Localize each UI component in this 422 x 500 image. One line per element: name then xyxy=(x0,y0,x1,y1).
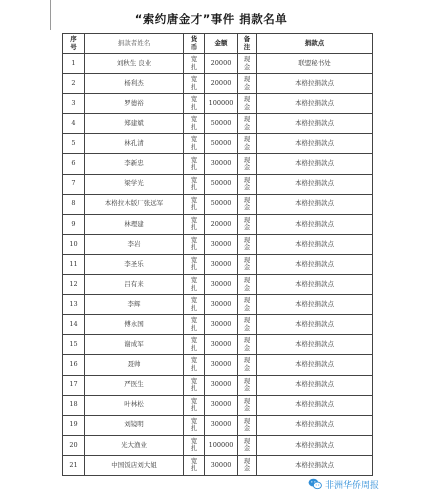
cell-donor: 光大渔业 xyxy=(85,435,184,455)
cell-remark: 现金 xyxy=(238,355,257,375)
donation-table xyxy=(62,33,373,476)
cell-location: 本格拉捐款点 xyxy=(257,455,373,475)
cell-location: 本格拉捐款点 xyxy=(257,254,373,274)
cell-index: 6 xyxy=(63,154,85,174)
table-row xyxy=(63,154,373,174)
cell-location: 本格拉捐款点 xyxy=(257,134,373,154)
cell-remark: 现金 xyxy=(238,54,257,74)
cell-remark: 现金 xyxy=(238,375,257,395)
cell-donor: 林理建 xyxy=(85,214,184,234)
cell-remark: 现金 xyxy=(238,455,257,475)
cell-donor: 林孔清 xyxy=(85,134,184,154)
table-row xyxy=(63,355,373,375)
cell-index: 14 xyxy=(63,315,85,335)
cell-currency: 宽扎 xyxy=(184,234,205,254)
header-donor: 捐款者姓名 xyxy=(85,34,184,54)
table-row xyxy=(63,54,373,74)
cell-index: 18 xyxy=(63,395,85,415)
cell-location: 本格拉捐款点 xyxy=(257,234,373,254)
header-location: 捐款点 xyxy=(257,34,373,54)
cell-donor: 李岩 xyxy=(85,234,184,254)
cell-location: 本格拉捐款点 xyxy=(257,94,373,114)
cell-index: 12 xyxy=(63,275,85,295)
cell-location: 本格拉捐款点 xyxy=(257,214,373,234)
cell-amount: 50000 xyxy=(205,134,238,154)
wechat-official-account-icon xyxy=(308,478,322,490)
cell-amount: 100000 xyxy=(205,435,238,455)
cell-currency: 宽扎 xyxy=(184,254,205,274)
cell-amount: 50000 xyxy=(205,114,238,134)
table-row xyxy=(63,254,373,274)
cell-index: 19 xyxy=(63,415,85,435)
cell-amount: 30000 xyxy=(205,375,238,395)
table-row xyxy=(63,435,373,455)
table-row xyxy=(63,295,373,315)
cell-remark: 现金 xyxy=(238,74,257,94)
header-index: 序号 xyxy=(63,34,85,54)
cell-remark: 现金 xyxy=(238,154,257,174)
cell-currency: 宽扎 xyxy=(184,174,205,194)
cell-location: 本格拉捐款点 xyxy=(257,194,373,214)
table-row xyxy=(63,315,373,335)
cell-location: 本格拉捐款点 xyxy=(257,315,373,335)
cell-index: 7 xyxy=(63,174,85,194)
cell-donor: 中国饭店刘大姐 xyxy=(85,455,184,475)
cell-donor: 李圣乐 xyxy=(85,254,184,274)
cell-donor: 刘秋生 良业 xyxy=(85,54,184,74)
cell-remark: 现金 xyxy=(238,275,257,295)
table-row xyxy=(63,335,373,355)
cell-location: 本格拉捐款点 xyxy=(257,335,373,355)
table-row xyxy=(63,415,373,435)
table-row xyxy=(63,375,373,395)
cell-remark: 现金 xyxy=(238,315,257,335)
cell-donor: 聂帅 xyxy=(85,355,184,375)
cell-currency: 宽扎 xyxy=(184,375,205,395)
cell-index: 4 xyxy=(63,114,85,134)
cell-remark: 现金 xyxy=(238,114,257,134)
cell-donor: 梁学光 xyxy=(85,174,184,194)
cell-amount: 20000 xyxy=(205,54,238,74)
table-row xyxy=(63,174,373,194)
cell-currency: 宽扎 xyxy=(184,214,205,234)
table-row xyxy=(63,275,373,295)
cell-donor: 谢成军 xyxy=(85,335,184,355)
cell-currency: 宽扎 xyxy=(184,54,205,74)
cell-remark: 现金 xyxy=(238,94,257,114)
cell-location: 本格拉捐款点 xyxy=(257,435,373,455)
cell-donor: 本格拉木版厂张远军 xyxy=(85,194,184,214)
cell-index: 13 xyxy=(63,295,85,315)
cell-amount: 30000 xyxy=(205,234,238,254)
cell-location: 本格拉捐款点 xyxy=(257,415,373,435)
cell-remark: 现金 xyxy=(238,174,257,194)
cell-currency: 宽扎 xyxy=(184,275,205,295)
table-row xyxy=(63,114,373,134)
cell-location: 本格拉捐款点 xyxy=(257,174,373,194)
cell-index: 10 xyxy=(63,234,85,254)
cell-location: 本格拉捐款点 xyxy=(257,74,373,94)
donation-rows xyxy=(63,54,373,476)
cell-currency: 宽扎 xyxy=(184,154,205,174)
cell-currency: 宽扎 xyxy=(184,435,205,455)
cell-index: 5 xyxy=(63,134,85,154)
cell-index: 9 xyxy=(63,214,85,234)
cell-remark: 现金 xyxy=(238,134,257,154)
cell-remark: 现金 xyxy=(238,295,257,315)
cell-amount: 50000 xyxy=(205,194,238,214)
cell-index: 3 xyxy=(63,94,85,114)
cell-amount: 30000 xyxy=(205,315,238,335)
table-row xyxy=(63,194,373,214)
cell-currency: 宽扎 xyxy=(184,194,205,214)
cell-location: 本格拉捐款点 xyxy=(257,375,373,395)
cell-remark: 现金 xyxy=(238,415,257,435)
table-row xyxy=(63,214,373,234)
cell-donor: 傅永国 xyxy=(85,315,184,335)
header-amount: 金额 xyxy=(205,34,238,54)
header-remark: 备注 xyxy=(238,34,257,54)
cell-amount: 30000 xyxy=(205,415,238,435)
cell-currency: 宽扎 xyxy=(184,295,205,315)
cell-donor: 吕有来 xyxy=(85,275,184,295)
cell-amount: 30000 xyxy=(205,295,238,315)
cell-amount: 30000 xyxy=(205,254,238,274)
cell-index: 17 xyxy=(63,375,85,395)
cell-amount: 30000 xyxy=(205,154,238,174)
cell-index: 15 xyxy=(63,335,85,355)
cell-index: 16 xyxy=(63,355,85,375)
cell-location: 本格拉捐款点 xyxy=(257,295,373,315)
cell-currency: 宽扎 xyxy=(184,395,205,415)
cell-amount: 100000 xyxy=(205,94,238,114)
cell-index: 8 xyxy=(63,194,85,214)
document-title: “索约唐金才”事件 捐款名单 xyxy=(134,12,288,26)
cell-amount: 30000 xyxy=(205,395,238,415)
cell-remark: 现金 xyxy=(238,435,257,455)
cell-remark: 现金 xyxy=(238,234,257,254)
cell-index: 20 xyxy=(63,435,85,455)
table-row xyxy=(63,395,373,415)
cell-location: 本格拉捐款点 xyxy=(257,154,373,174)
cell-currency: 宽扎 xyxy=(184,315,205,335)
cell-index: 2 xyxy=(63,74,85,94)
cell-donor: 严医生 xyxy=(85,375,184,395)
cell-donor: 叶林松 xyxy=(85,395,184,415)
cell-amount: 30000 xyxy=(205,355,238,375)
cell-remark: 现金 xyxy=(238,335,257,355)
table-row xyxy=(63,455,373,475)
cell-remark: 现金 xyxy=(238,194,257,214)
cell-remark: 现金 xyxy=(238,395,257,415)
cell-amount: 30000 xyxy=(205,335,238,355)
cell-location: 本格拉捐款点 xyxy=(257,114,373,134)
cell-location: 本格拉捐款点 xyxy=(257,395,373,415)
cell-currency: 宽扎 xyxy=(184,114,205,134)
cell-currency: 宽扎 xyxy=(184,134,205,154)
cell-index: 11 xyxy=(63,254,85,274)
cell-index: 21 xyxy=(63,455,85,475)
cell-amount: 30000 xyxy=(205,275,238,295)
table-row xyxy=(63,94,373,114)
cell-currency: 宽扎 xyxy=(184,74,205,94)
cell-index: 1 xyxy=(63,54,85,74)
table-header-row xyxy=(63,34,373,54)
cell-donor: 李辉 xyxy=(85,295,184,315)
cell-amount: 20000 xyxy=(205,214,238,234)
cell-donor: 刘镜明 xyxy=(85,415,184,435)
cell-location: 联盟秘书处 xyxy=(257,54,373,74)
cell-remark: 现金 xyxy=(238,254,257,274)
table-row xyxy=(63,134,373,154)
cell-currency: 宽扎 xyxy=(184,335,205,355)
cell-amount: 50000 xyxy=(205,174,238,194)
cell-donor: 郑建斌 xyxy=(85,114,184,134)
watermark-text: 非洲华侨周报 xyxy=(325,480,380,491)
header-currency: 货币 xyxy=(184,34,205,54)
cell-currency: 宽扎 xyxy=(184,455,205,475)
cell-donor: 杨利杰 xyxy=(85,74,184,94)
cell-remark: 现金 xyxy=(238,214,257,234)
cell-currency: 宽扎 xyxy=(184,355,205,375)
table-row xyxy=(63,234,373,254)
cell-amount: 20000 xyxy=(205,74,238,94)
cell-currency: 宽扎 xyxy=(184,415,205,435)
cell-donor: 李新忠 xyxy=(85,154,184,174)
wechat-watermark xyxy=(308,476,379,492)
cell-amount: 30000 xyxy=(205,455,238,475)
cell-donor: 罗德裕 xyxy=(85,94,184,114)
table-row xyxy=(63,74,373,94)
cell-location: 本格拉捐款点 xyxy=(257,275,373,295)
cell-currency: 宽扎 xyxy=(184,94,205,114)
cell-location: 本格拉捐款点 xyxy=(257,355,373,375)
